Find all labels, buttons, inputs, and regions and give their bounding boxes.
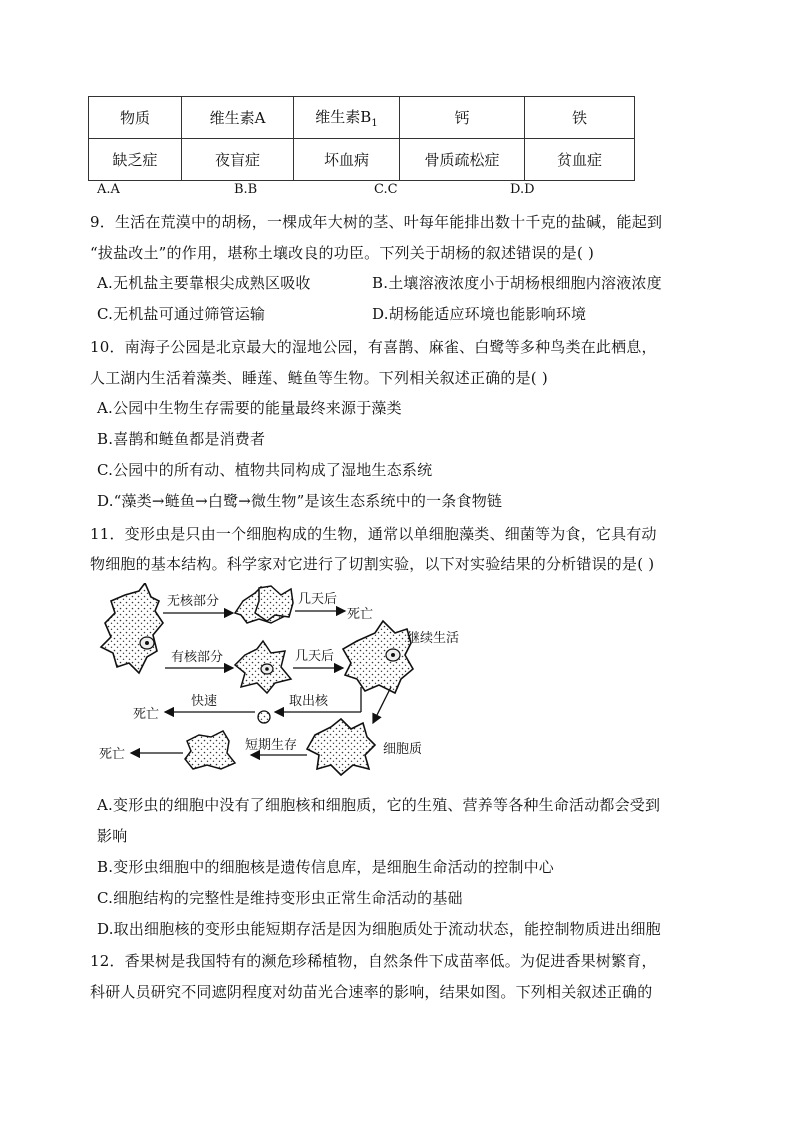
nucleolus xyxy=(265,667,269,671)
q9-option-a[interactable]: A.无机盐主要靠根尖成熟区吸收 xyxy=(97,274,311,292)
diagram-label: 取出核 xyxy=(289,694,329,709)
table-cell: 缺乏症 xyxy=(89,139,182,181)
q10-option-b[interactable]: B.喜鹊和鲢鱼都是消费者 xyxy=(97,430,266,448)
table-row xyxy=(89,97,635,139)
q11-option-b[interactable]: B.变形虫细胞中的细胞核是遗传信息库，是细胞生命活动的控制中心 xyxy=(97,858,554,876)
table-cell: 钙 xyxy=(400,97,525,139)
q11-stem: 物细胞的基本结构。科学家对它进行了切割实验，以下对实验结果的分析错误的是( ) xyxy=(90,555,655,573)
q11-stem: 11．变形虫是只由一个细胞构成的生物，通常以单细胞藻类、细菌等为食，它具有动 xyxy=(90,525,657,543)
q12-stem: 科研人员研究不同遮阴程度对幼苗光合速率的影响，结果如图。下列相关叙述正确的 xyxy=(90,983,653,1001)
q11-option-d[interactable]: D.取出细胞核的变形虫能短期存活是因为细胞质处于流动状态，能控制物质进出细胞 xyxy=(97,920,661,938)
nucleolus xyxy=(145,641,149,645)
q10-stem: 10．南海子公园是北京最大的湿地公园，有喜鹊、麻雀、白鹭等多种鸟类在此栖息， xyxy=(90,338,657,356)
arrow xyxy=(373,687,391,723)
q10-option-d[interactable]: D.“藻类→鲢鱼→白鹭→微生物”是该生态系统中的一条食物链 xyxy=(97,492,503,510)
amoeba-cutting-diagram xyxy=(95,583,515,778)
nucleolus xyxy=(391,653,395,657)
q9-option-d[interactable]: D.胡杨能适应环境也能影响环境 xyxy=(372,305,587,323)
table-cell: 坏血病 xyxy=(294,139,400,181)
q11-option-a[interactable]: A.变形虫的细胞中没有了细胞核和细胞质，它的生殖、营养等各种生命活动都会受到 xyxy=(97,796,661,814)
diagram-label: 短期生存 xyxy=(245,738,298,753)
diagram-label: 几天后 xyxy=(298,592,338,607)
q8-option-d[interactable]: D.D xyxy=(510,182,535,197)
diagram-label: 死亡 xyxy=(347,607,374,622)
q8-option-c[interactable]: C.C xyxy=(374,182,398,197)
diagram-label: 继续生活 xyxy=(407,631,460,646)
q8-option-a[interactable]: A.A xyxy=(97,182,120,197)
table-cell: 铁 xyxy=(525,97,635,139)
subscript: 1 xyxy=(371,118,378,129)
diagram-label: 几天后 xyxy=(295,649,335,664)
table-cell: 维生素A xyxy=(182,97,294,139)
q8-option-b[interactable]: B.B xyxy=(234,182,258,197)
isolated-nucleus xyxy=(258,711,270,723)
q11-option-c[interactable]: C.细胞结构的完整性是维持变形虫正常生命活动的基础 xyxy=(97,889,463,907)
table-cell: 夜盲症 xyxy=(182,139,294,181)
q11-option-a-cont: 影响 xyxy=(97,827,128,845)
amoeba-cell xyxy=(101,583,163,673)
diagram-label: 死亡 xyxy=(133,707,160,722)
q10-stem: 人工湖内生活着藻类、睡莲、鲢鱼等生物。下列相关叙述正确的是( ) xyxy=(90,369,548,387)
amoeba-cytoplasm xyxy=(307,719,375,775)
q9-option-b[interactable]: B.土壤溶液浓度小于胡杨根细胞内溶液浓度 xyxy=(372,274,662,292)
amoeba-fragment-no-nucleus xyxy=(255,586,293,621)
table-cell-text: 维生素B xyxy=(315,108,372,126)
q9-stem: “拔盐改土”的作用，堪称土壤改良的功臣。下列关于胡杨的叙述错误的是( ) xyxy=(90,244,595,262)
q10-option-c[interactable]: C.公园中的所有动、植物共同构成了湿地生态系统 xyxy=(97,461,433,479)
diagram-label: 有核部分 xyxy=(171,650,224,665)
q9-stem: 9．生活在荒漠中的胡杨，一棵成年大树的茎、叶每年能排出数十千克的盐碱，能起到 xyxy=(90,213,663,231)
table-cell: 贫血症 xyxy=(525,139,635,181)
amoeba-cell xyxy=(343,621,413,693)
table-cell xyxy=(294,97,400,139)
q10-option-a[interactable]: A.公园中生物生存需要的能量最终来源于藻类 xyxy=(97,399,402,417)
diagram-label: 无核部分 xyxy=(167,594,220,609)
amoeba-dying xyxy=(185,731,235,769)
table-cell: 物质 xyxy=(89,97,182,139)
q9-option-c[interactable]: C.无机盐可通过筛管运输 xyxy=(97,305,266,323)
table-row xyxy=(89,139,635,181)
vitamin-deficiency-table xyxy=(88,96,635,181)
q12-stem: 12．香果树是我国特有的濒危珍稀植物，自然条件下成苗率低。为促进香果树繁育， xyxy=(90,952,657,970)
diagram-label: 快速 xyxy=(191,694,218,709)
q8-options xyxy=(0,182,794,202)
table-cell: 骨质疏松症 xyxy=(400,139,525,181)
diagram-label: 细胞质 xyxy=(383,742,423,757)
diagram-label: 死亡 xyxy=(99,747,126,762)
